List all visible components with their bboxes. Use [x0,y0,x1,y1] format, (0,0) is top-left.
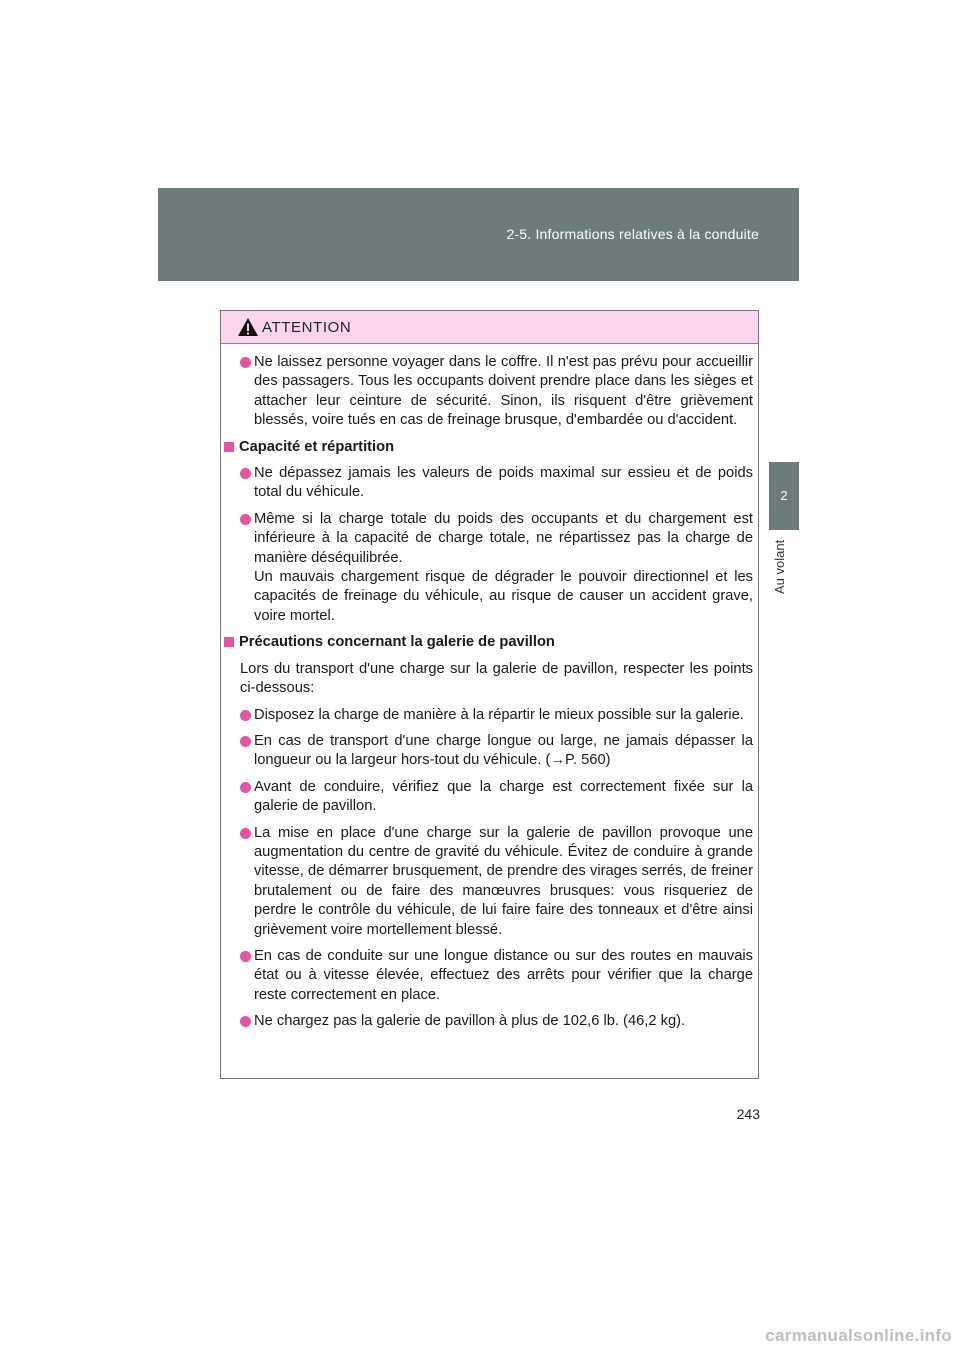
bullet-dot-icon [240,1016,251,1027]
section-intro: Lors du transport d'une charge sur la galerie de pavillon, respecter les points ci-dessous: [240,660,753,697]
bullet-dot-icon [240,468,251,479]
warning-intro: Ne laissez personne voyager dans le coffre. Il n'est pas prévu pour accueillir des passagers. Tous les occupants doivent prendre place dans les sièges et attacher leur ceinture de sécurité. Sinon, ils risquent d'être grièvement blessés, voire tués en cas de freinage brusque, d'embardée ou d'accident. [254,354,753,429]
watermark: carmanualsonline.info [765,1326,952,1345]
bullet-dot-icon [240,514,251,525]
section-heading: Précautions concernant la galerie de pavillon [224,633,753,652]
list-item: Avant de conduire, vérifiez que la charge est correctement fixée sur la galerie de pavillon. [224,778,753,817]
warning-box [220,310,759,1079]
warning-triangle-icon [237,317,259,337]
list-item: Ne chargez pas la galerie de pavillon à plus de 102,6 lb. (46,2 kg). [224,1012,753,1031]
chapter-tab: 2 [769,462,799,530]
bullet-dot-icon [240,357,251,368]
bullet-dot-icon [240,828,251,839]
page-number: 243 [736,1106,760,1122]
bullet-dot-icon [240,710,251,721]
bullet-dot-icon [240,736,251,747]
section-heading: Capacité et répartition [224,438,753,457]
list-item: En cas de conduite sur une longue distance ou sur des routes en mauvais état ou à vitesse élevée, effectuez des arrêts pour vérifier que la charge reste correctement en place. [224,947,753,1005]
section-title: 2-5. Informations relatives à la conduite [506,226,759,242]
list-item: Disposez la charge de manière à la répartir le mieux possible sur la galerie. [224,706,753,725]
list-item: Ne dépassez jamais les valeurs de poids maximal sur essieu et de poids total du véhicule. [224,464,753,503]
header-band [158,188,799,281]
chapter-label: Au volant [772,540,787,595]
section-square-icon [224,442,234,452]
list-item: La mise en place d'une charge sur la galerie de pavillon provoque une augmentation du centre de gravité du véhicule. Évitez de conduire à grande vitesse, de démarrer brusquement, de prendre des virages serrés, de freiner brutalement ou de faire des manœuvres brusques: vous risqueriez de perdre le contrôle du véhicule, de lui faire faire des tonneaux et d'être ainsi grièvement voire mortellement blessé. [224,824,753,940]
list-item [224,353,753,431]
warning-title: ATTENTION [262,319,352,336]
section-square-icon [224,637,234,647]
list-item: Même si la charge totale du poids des occupants et du chargement est inférieure à la capacité de charge totale, ne répartissez pas la charge de manière déséquilibrée. Un mauvais chargement risque de dégrader le pouvoir directionnel et les capacités de freinage du véhicule, au risque de causer un accident grave, voire mortel. [224,510,753,626]
bullet-dot-icon [240,782,251,793]
warning-header [221,311,758,344]
list-item: En cas de transport d'une charge longue ou large, ne jamais dépasser la longueur ou la largeur hors-tout du véhicule. (→P. 560) [224,732,753,771]
bullet-dot-icon [240,951,251,962]
warning-body [221,344,758,1032]
